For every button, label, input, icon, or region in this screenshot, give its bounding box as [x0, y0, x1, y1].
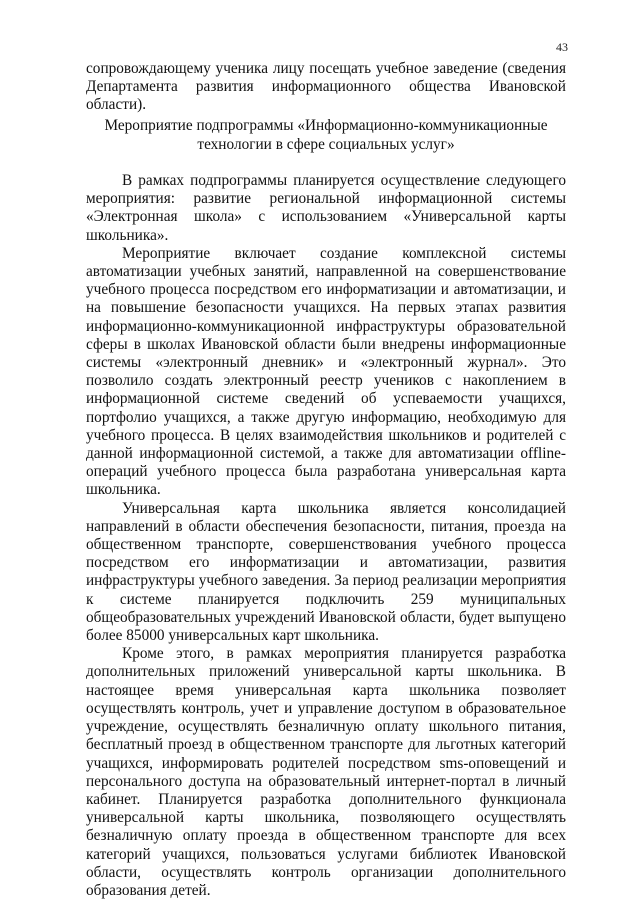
section-heading-line-1: Мероприятие подпрограммы «Информационно-коммуникационные	[104, 117, 548, 134]
section-heading	[86, 117, 566, 154]
intro-paragraph: сопровождающему ученика лицу посещать учебное заведение (сведения Департамента развития информационного общества Ивановской области).	[86, 60, 566, 114]
section-heading-line-2: технологии в сфере социальных услуг»	[197, 135, 455, 153]
body-text	[86, 172, 566, 900]
body-paragraph: Универсальная карта школьника является консолидацией направлений в области обеспечения безопасности, питания, проезда на общественном транспорте, совершенствования учебного процесса посредством его информатизации и автоматизации, развития инфраструктуры учебного заведения. За период реализации мероприятия к системе планируется подключить 259 муниципальных общеобразовательных учреждений Ивановской области, будет выпущено более 85000 универсальных карт школьника.	[86, 499, 566, 645]
body-paragraph: Кроме этого, в рамках мероприятия планируется разработка дополнительных приложений универсальной карты школьника. В настоящее время универсальная карта школьника позволяет осуществлять контроль, учет и управление доступом в образовательное учреждение, осуществлять безналичную оплату школьного питания, бесплатный проезд в общественном транспорте для льготных категорий учащихся, информировать родителей посредством sms-оповещений и персонального доступа на образовательный интернет-портал в личный кабинет. Планируется разработка дополнительного функционала универсальной карты школьника, позволяющего осуществлять безналичную оплату проезда в общественном транспорте для всех категорий учащихся, пользоваться услугами библиотек Ивановской области, осуществлять контроль организации дополнительного образования детей.	[86, 645, 566, 899]
intro-paragraph-block	[86, 60, 566, 115]
body-paragraph: В рамках подпрограммы планируется осуществление следующего мероприятия: развитие региональной информационной системы «Электронная школа» с использованием «Универсальной карты школьника».	[86, 172, 566, 244]
page-number: 43	[556, 40, 568, 54]
body-paragraph: Мероприятие включает создание комплексной системы автоматизации учебных занятий, направленной на совершенствование учебного процесса посредством его информатизации и автоматизации, и на повышение безопасности учащихся. На первых этапах развития информационно-коммуникационной инфраструктуры образовательной сферы в школах Ивановской области были внедрены информационные системы «электронный дневник» и «электронный журнал». Это позволило создать электронный реестр учеников с накоплением в информационной системе сведений об успеваемости учащихся, портфолио учащихся, а также другую информацию, необходимую для учебного процесса. В целях взаимодействия школьников и родителей с данной информационной системой, а также для автоматизации offline-операций учебного процесса была разработана универсальная карта школьника.	[86, 244, 566, 499]
